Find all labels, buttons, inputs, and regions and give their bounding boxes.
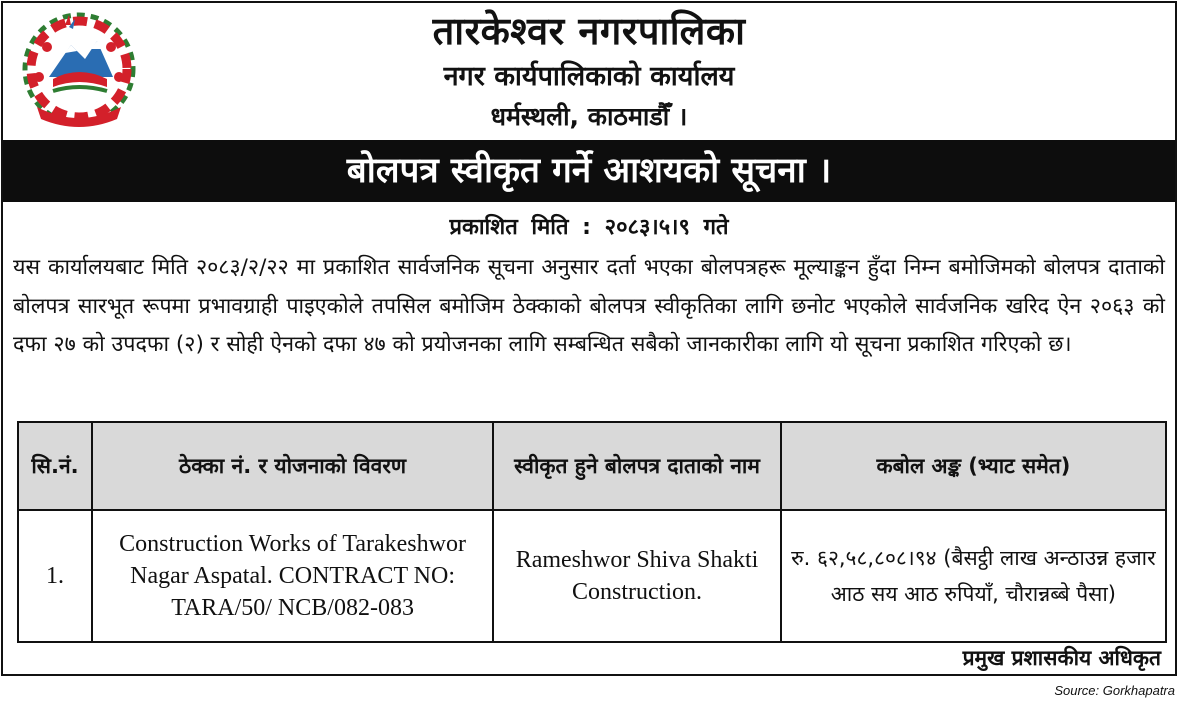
publish-date	[3, 211, 1175, 245]
header-amount: कबोल अङ्क (भ्याट समेत)	[781, 422, 1166, 510]
table-row	[18, 510, 1166, 642]
tender-table	[17, 421, 1167, 643]
table-header-row	[18, 422, 1166, 510]
signatory-title: प्रमुख प्रशासकीय अधिकृत	[962, 646, 1161, 670]
nepal-emblem-icon	[13, 7, 145, 135]
header	[153, 3, 1025, 137]
municipality-title: तारकेश्वर नगरपालिका	[432, 9, 746, 53]
row-bidder: Rameshwor Shiva Shakti Construction.	[493, 510, 781, 642]
notice-banner: बोलपत्र स्वीकृत गर्ने आशयको सूचना ।	[3, 140, 1175, 202]
notice-paragraph: यस कार्यालयबाट मिति २०८३/२/२२ मा प्रकाशित सार्वजनिक सूचना अनुसार दर्ता भएका बोलपत्रहरू मूल्याङ्कन हुँदा निम्न बमोजिमको बोलपत्र दाताको बोलपत्र सारभूत रूपमा प्रभावग्राही पाइएकोले तपसिल बमोजिम ठेक्काको बोलपत्र स्वीकृतिका लागि छनोट भएकोले सार्वजनिक खरिद ऐन २०६३ को दफा २७ को उपदफा (२) र सोही ऐनको दफा ४७ को प्रयोजनका लागि सम्बन्धित सबैको जानकारीका लागि यो सूचना प्रकाशित गरिएको छ।	[13, 255, 1165, 357]
header-bidder: स्वीकृत हुने बोलपत्र दाताको नाम	[493, 422, 781, 510]
row-amount: रु. ६२,५८,८०८।९४ (बैसट्ठी लाख अन्ठाउन्न हजार आठ सय आठ रुपियाँ, चौरान्नब्बे पैसा)	[781, 510, 1166, 642]
publish-date-value: २०८३।५।९ गते	[604, 215, 729, 240]
publish-date-label: प्रकाशित मिति :	[449, 215, 591, 240]
row-description: Construction Works of Tarakeshwor Nagar Aspatal. CONTRACT NO: TARA/50/ NCB/082-083	[92, 510, 493, 642]
row-sn: 1.	[18, 510, 92, 642]
office-location: धर्मस्थली, काठमाडौँ ।	[490, 102, 688, 131]
office-subtitle: नगर कार्यपालिकाको कार्यालय	[443, 61, 735, 92]
notice-frame	[1, 1, 1177, 676]
header-description: ठेक्का नं. र योजनाको विवरण	[92, 422, 493, 510]
source-credit: Source: Gorkhapatra	[1054, 683, 1175, 698]
header-sn: सि.नं.	[18, 422, 92, 510]
